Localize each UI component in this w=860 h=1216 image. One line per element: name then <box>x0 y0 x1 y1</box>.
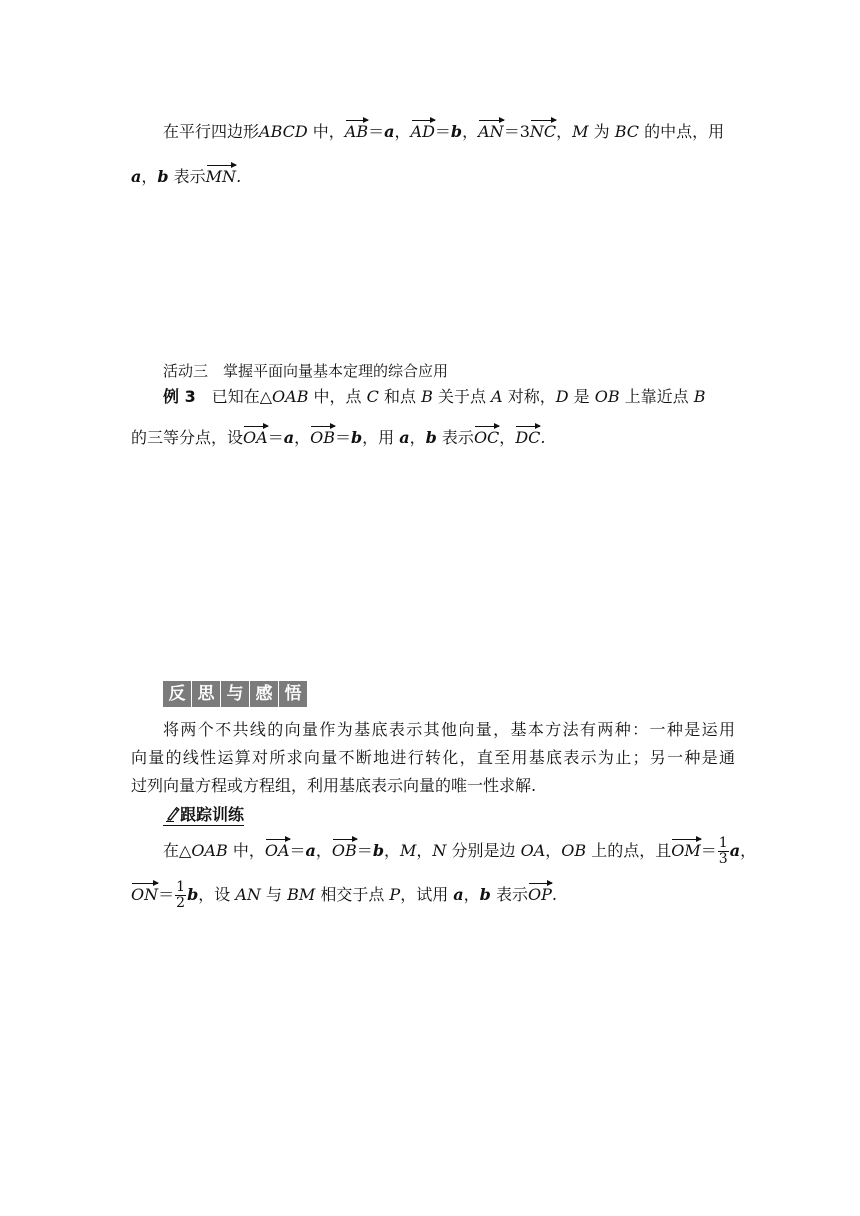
math-var: N <box>432 841 447 860</box>
vector-OM: OM <box>671 841 701 860</box>
activity3-title: 活动三 掌握平面向量基本定理的综合应用 <box>163 362 449 380</box>
text: 中， <box>307 122 345 141</box>
vector-a: a <box>305 841 316 860</box>
text: 对称， <box>502 387 556 406</box>
text: 相交于点 <box>315 885 390 904</box>
text: 关于点 <box>432 387 492 406</box>
text: ， <box>556 122 573 141</box>
math-var: BC <box>614 122 640 141</box>
math-var: C <box>366 387 379 406</box>
problem1-line1 <box>163 122 724 142</box>
text: 在△ <box>163 841 192 860</box>
vector-a: a <box>453 885 464 904</box>
text: ＝ <box>700 841 717 860</box>
follow-title: 跟踪训练 <box>180 805 245 824</box>
math-var: A <box>491 387 503 406</box>
text: ， <box>462 122 479 141</box>
math-var: B <box>421 387 433 406</box>
text: 表示 <box>490 885 528 904</box>
math-var: ABCD <box>259 122 308 141</box>
text: 表示 <box>436 428 474 447</box>
reflection-line3: 过列向量方程或方程组，利用基底表示向量的唯一性求解. <box>131 776 537 795</box>
text: ＝ <box>434 122 451 141</box>
text: 中，点 <box>308 387 367 406</box>
text: ＝ <box>368 122 385 141</box>
text: 与 <box>260 885 288 904</box>
pencil-icon <box>165 806 180 822</box>
vector-a: a <box>729 841 741 860</box>
text: 表示 <box>168 167 206 186</box>
text: ＝ <box>334 428 351 447</box>
text: ，设 <box>198 885 236 904</box>
text: 为 <box>588 122 615 141</box>
vector-a: a <box>131 167 142 186</box>
vector-b: b <box>157 167 169 186</box>
text: . <box>236 167 242 186</box>
text: ， <box>409 428 426 447</box>
vector-b: b <box>425 428 437 447</box>
math-var: OAB <box>191 841 228 860</box>
text: 和点 <box>378 387 422 406</box>
banner-char: 感 <box>250 681 278 707</box>
math-var: OB <box>594 387 620 406</box>
vector-OA: OA <box>264 841 290 860</box>
math-var: D <box>555 387 569 406</box>
fraction-one-half <box>175 880 186 911</box>
reflection-line2: 向量的线性运算对所求向量不断地进行转化，直至用基底表示为止；另一种是通 <box>131 748 735 767</box>
text: ＝3 <box>503 122 530 141</box>
math-var: BM <box>287 885 316 904</box>
vector-a: a <box>399 428 410 447</box>
text: 已知在△ <box>195 387 273 406</box>
denominator: 2 <box>176 895 186 911</box>
denominator: 3 <box>718 851 728 867</box>
text: ， <box>294 428 311 447</box>
text: ＝ <box>267 428 284 447</box>
math-var: M <box>400 841 417 860</box>
vector-ON: ON <box>131 885 159 904</box>
text: ，用 <box>362 428 400 447</box>
vector-AN: AN <box>478 122 504 141</box>
vector-OP: OP <box>527 885 552 904</box>
vector-DC: DC <box>515 428 541 447</box>
text: ＝ <box>158 885 175 904</box>
text: . <box>540 428 546 447</box>
text: 的三等分点，设 <box>131 428 244 447</box>
text: ， <box>141 167 158 186</box>
math-var: P <box>389 885 401 904</box>
text: 上的点，且 <box>586 841 672 860</box>
math-var: AN <box>235 885 261 904</box>
vector-OC: OC <box>473 428 500 447</box>
text: ， <box>384 841 401 860</box>
text: ， <box>499 428 516 447</box>
text: ， <box>740 841 757 860</box>
vector-a: a <box>384 122 395 141</box>
text: ， <box>463 885 480 904</box>
vector-b: b <box>187 885 199 904</box>
numerator: 1 <box>718 835 728 851</box>
example3-line1 <box>163 387 706 407</box>
vector-b: b <box>479 885 491 904</box>
banner-char: 思 <box>192 681 220 707</box>
text: ＝ <box>356 841 373 860</box>
banner-char: 悟 <box>279 681 307 707</box>
vector-b: b <box>350 428 363 447</box>
banner-char: 反 <box>163 681 191 707</box>
text: 在平行四边形 <box>163 122 260 141</box>
vector-MN: MN <box>205 167 237 186</box>
example3-line2 <box>131 428 545 448</box>
reflection-line1: 将两个不共线的向量作为基底表示其他向量，基本方法有两种：一种是运用 <box>163 720 735 739</box>
vector-NC: NC <box>529 122 557 141</box>
vector-OA: OA <box>243 428 268 447</box>
text: ， <box>315 841 332 860</box>
text: 上靠近点 <box>619 387 694 406</box>
math-var: M <box>572 122 589 141</box>
problem1-line2 <box>131 167 241 187</box>
vector-AB: AB <box>344 122 369 141</box>
text: 分别是边 <box>446 841 521 860</box>
text: 的中点，用 <box>639 122 725 141</box>
vector-b: b <box>372 841 384 860</box>
text: ， <box>416 841 433 860</box>
vector-b: b <box>450 122 463 141</box>
text: ， <box>545 841 562 860</box>
text: ＝ <box>289 841 306 860</box>
vector-AD: AD <box>410 122 435 141</box>
problem2-line1 <box>163 836 756 867</box>
banner-char: 与 <box>221 681 249 707</box>
text: ， <box>394 122 411 141</box>
fraction-one-third <box>718 836 729 867</box>
math-var: OA <box>520 841 546 860</box>
numerator: 1 <box>176 879 186 895</box>
text: . <box>551 885 557 904</box>
vector-a: a <box>283 428 295 447</box>
example-label: 例 3 <box>163 387 196 406</box>
reflection-banner <box>163 681 307 707</box>
text: ，试用 <box>400 885 454 904</box>
problem2-line2 <box>131 880 557 911</box>
text: 是 <box>568 387 595 406</box>
follow-training-heading <box>163 805 244 826</box>
math-var: OB <box>561 841 587 860</box>
math-var: OAB <box>272 387 309 406</box>
vector-OB: OB <box>310 428 335 447</box>
text: 中， <box>227 841 265 860</box>
vector-OB: OB <box>331 841 357 860</box>
math-var: B <box>693 387 706 406</box>
